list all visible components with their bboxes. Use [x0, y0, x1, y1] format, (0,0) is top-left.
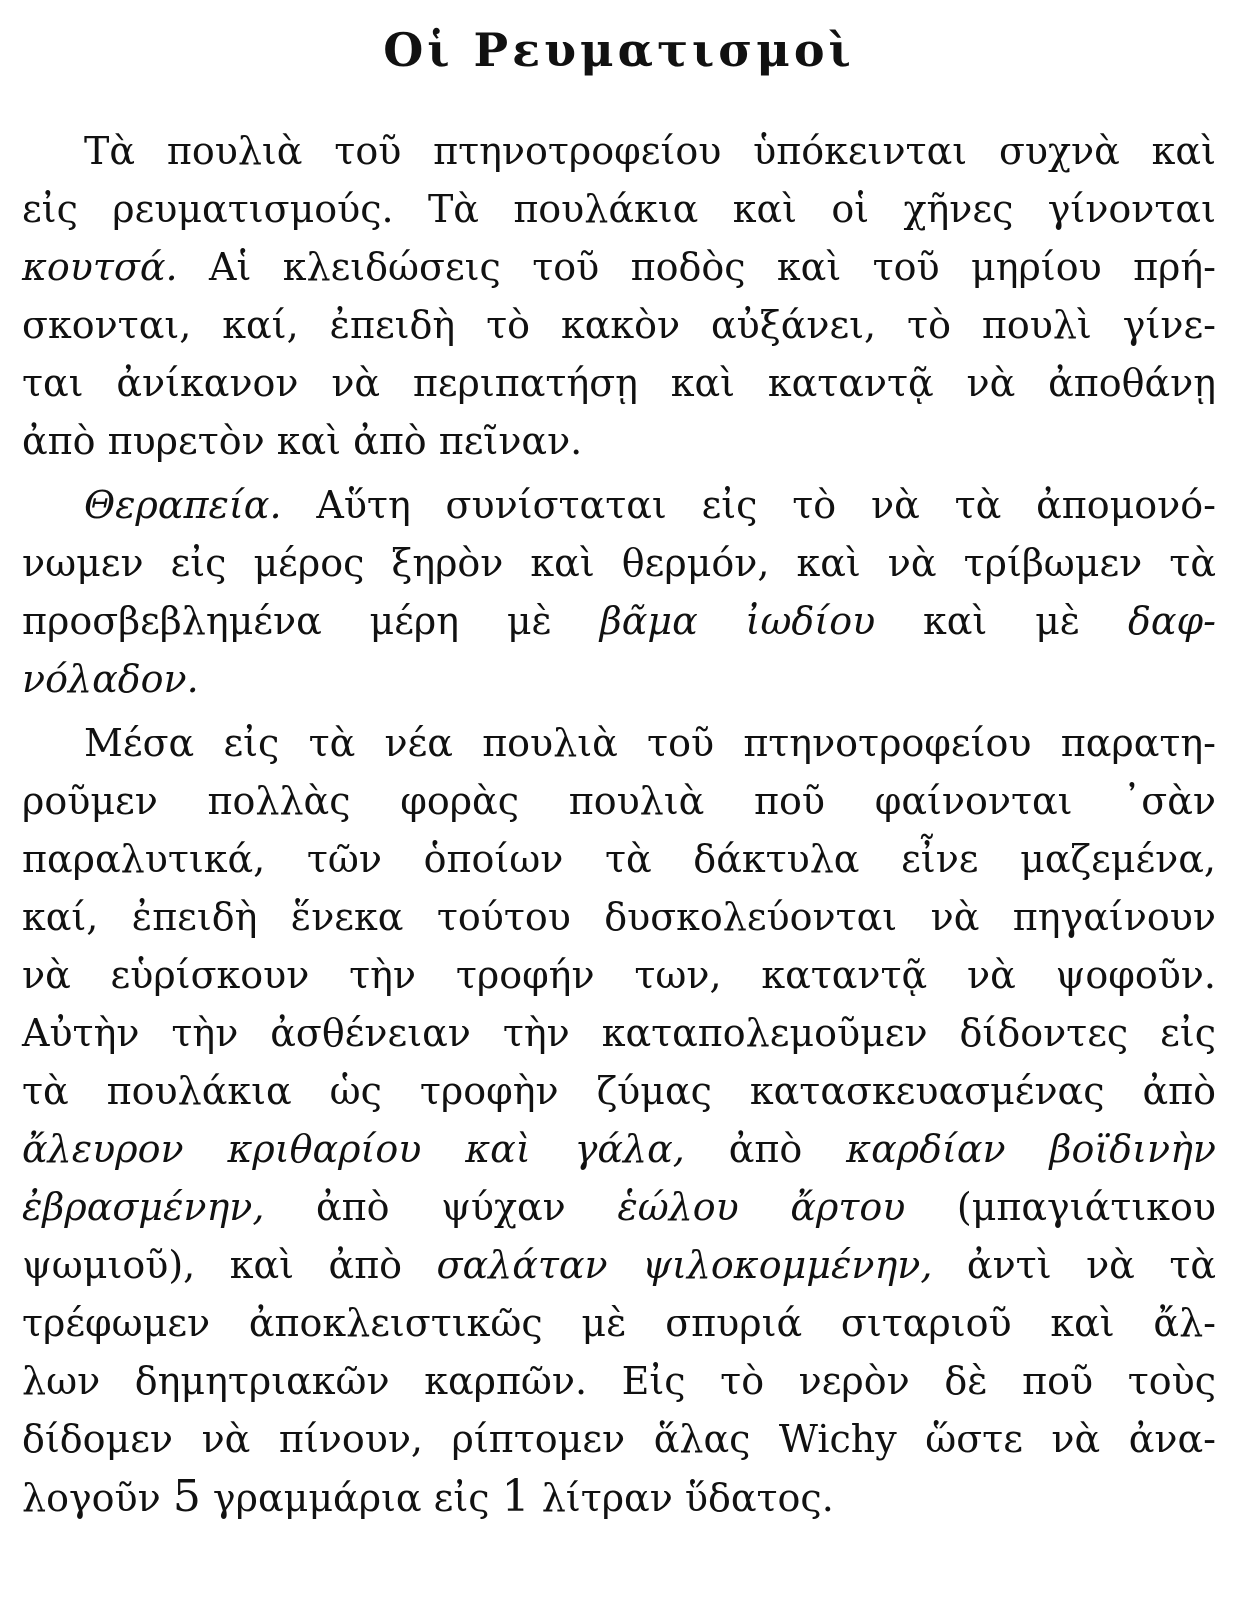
text-segment: Αἱ κλειδώσεις τοῦ ποδὸς καὶ τοῦ μηρίου πρή-: [177, 245, 1216, 289]
text-line: [22, 1294, 1216, 1352]
italic-segment: ἑώλου ἄρτου: [617, 1185, 906, 1229]
paragraph-2: [22, 476, 1216, 708]
text-line: [22, 476, 1216, 534]
text-line: [22, 772, 1216, 830]
text-segment: τρέφωμεν ἀποκλειστικῶς μὲ σπυριά σιταριοῦ καὶ ἄλ-: [22, 1301, 1216, 1345]
text-segment: λογοῦν: [22, 1476, 173, 1520]
text-segment: σκονται, καί, ἐπειδὴ τὸ κακὸν αὐξάνει, τὸ πουλὶ γίνε-: [22, 303, 1216, 347]
text-segment: νὰ εὑρίσκουν τὴν τροφήν των, καταντᾷ νὰ ψοφοῦν.: [22, 953, 1216, 997]
text-line: [22, 592, 1216, 650]
text-line: [22, 830, 1216, 888]
text-segment: ἀντὶ νὰ τὰ: [932, 1243, 1217, 1287]
number-segment: 1: [501, 1471, 530, 1522]
text-segment: δίδομεν νὰ πίνουν, ρίπτομεν ἅλας Wichy ὥστε νὰ ἀνα-: [22, 1417, 1216, 1461]
text-line: [22, 1236, 1216, 1294]
number-segment: 5: [172, 1471, 201, 1522]
text-segment: ψωμιοῦ), καὶ ἀπὸ: [22, 1243, 437, 1287]
text-line: [22, 180, 1216, 238]
text-line: [22, 534, 1216, 592]
page-title: Οἱ Ρευματισμοὶ: [383, 23, 855, 77]
italic-segment: νόλαδον.: [22, 657, 199, 701]
italic-segment: κουτσά.: [22, 245, 178, 289]
text-segment: νωμεν εἰς μέρος ξηρὸν καὶ θερμόν, καὶ νὰ τρίβωμεν τὰ: [22, 541, 1216, 585]
italic-segment: βᾶμα ἰωδίου: [599, 599, 876, 643]
text-line: [22, 1352, 1216, 1410]
italic-segment: ἐβρασμένην,: [22, 1185, 265, 1229]
italic-segment: καρδίαν βοϊδινὴν: [846, 1127, 1217, 1171]
text-segment: ροῦμεν πολλὰς φορὰς πουλιὰ ποῦ φαίνονται ᾽σὰν: [22, 779, 1216, 823]
italic-segment: ἄλευρον κριθαρίου καὶ γάλα,: [22, 1127, 685, 1171]
text-line: [22, 354, 1216, 412]
text-segment: προσβεβλημένα μέρη μὲ: [22, 599, 600, 643]
text-segment: εἰς ρευματισμούς. Τὰ πουλάκια καὶ οἱ χῆνες γίνονται: [22, 187, 1216, 231]
text-line: [22, 1410, 1216, 1468]
text-line: [22, 714, 1216, 772]
text-segment: γραμμάρια εἰς: [200, 1476, 502, 1520]
text-line: [22, 238, 1216, 296]
text-segment: Αὕτη συνίσταται εἰς τὸ νὰ τὰ ἀπομονό-: [281, 483, 1216, 527]
text-line: [22, 1004, 1216, 1062]
text-segment: Αὐτὴν τὴν ἀσθένειαν τὴν καταπολεμοῦμεν δίδοντες εἰς: [22, 1011, 1216, 1055]
text-line: [22, 122, 1216, 180]
italic-segment: σαλάταν ψιλοκομμένην,: [436, 1243, 933, 1287]
text-line: [22, 1062, 1216, 1120]
italic-segment: Θεραπεία.: [84, 483, 282, 527]
text-segment: ἀπὸ πυρετὸν καὶ ἀπὸ πεῖναν.: [22, 419, 583, 463]
text-segment: τὰ πουλάκια ὡς τροφὴν ζύμας κατασκευασμένας ἀπὸ: [22, 1069, 1216, 1113]
text-line: [22, 888, 1216, 946]
text-segment: Μέσα εἰς τὰ νέα πουλιὰ τοῦ πτηνοτροφείου παρατη-: [84, 721, 1216, 765]
text-segment: (μπαγιάτικου: [905, 1185, 1216, 1229]
italic-segment: δαφ-: [1128, 599, 1216, 643]
text-line: [22, 946, 1216, 1004]
text-line: [22, 296, 1216, 354]
paragraph-3: [22, 714, 1216, 1527]
text-line: [22, 1120, 1216, 1178]
paragraph-1: [22, 122, 1216, 470]
text-segment: καὶ μὲ: [875, 599, 1128, 643]
text-segment: ἀπὸ ψύχαν: [264, 1185, 618, 1229]
text-segment: Τὰ πουλιὰ τοῦ πτηνοτροφείου ὑπόκεινται συχνὰ καὶ: [84, 129, 1216, 173]
text-segment: λων δημητριακῶν καρπῶν. Εἰς τὸ νερὸν δὲ ποῦ τοὺς: [22, 1359, 1216, 1403]
text-line: [22, 1468, 1216, 1527]
text-segment: ἀπὸ: [684, 1127, 847, 1171]
text-segment: ται ἀνίκανον νὰ περιπατήσῃ καὶ καταντᾷ νὰ ἀποθάνῃ: [22, 361, 1216, 405]
text-segment: λίτραν ὕδατος.: [529, 1476, 834, 1520]
text-line: [22, 412, 1216, 470]
text-line: [22, 1178, 1216, 1236]
text-segment: καί, ἐπειδὴ ἕνεκα τούτου δυσκολεύονται νὰ πηγαίνουν: [22, 895, 1216, 939]
text-segment: παραλυτικά, τῶν ὁποίων τὰ δάκτυλα εἶνε μαζεμένα,: [22, 837, 1216, 881]
text-line: [22, 650, 1216, 708]
